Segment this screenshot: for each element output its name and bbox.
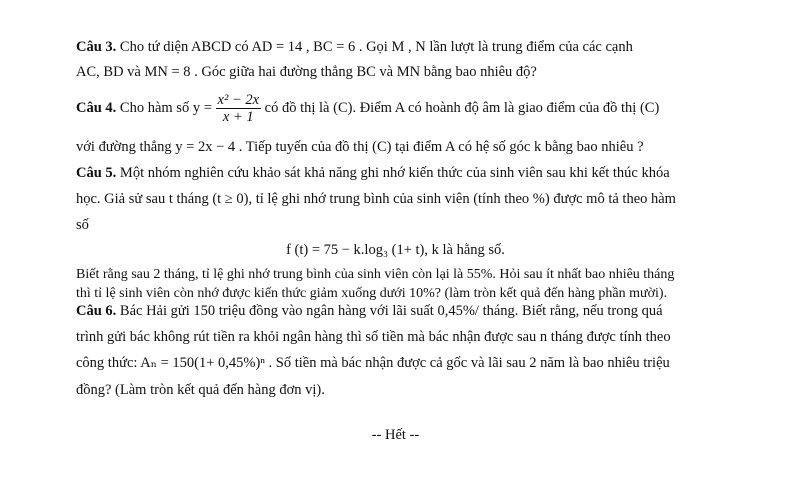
question-4-text-post: có đồ thị là (C). Điểm A có hoành độ âm là giao điểm của đồ thị (C) xyxy=(264,100,660,116)
fraction-numerator: x² − 2x xyxy=(217,92,260,109)
question-6-label: Câu 6. xyxy=(76,303,117,319)
question-3-label: Câu 3. xyxy=(76,39,117,55)
question-4-label: Câu 4. xyxy=(76,100,117,116)
question-3-text-1: Cho tứ diện ABCD có AD = 14 , BC = 6 . Gọi M , N lần lượt là trung điểm của các cạnh xyxy=(119,39,633,55)
question-3-line-1 xyxy=(76,38,633,56)
question-6-line-4: đồng? (Làm tròn kết quả đến hàng đơn vị). xyxy=(76,382,325,398)
question-5-line-4: Biết rằng sau 2 tháng, tỉ lệ ghi nhớ trung bình của sinh viên còn lại là 55%. Hỏi sau ít nhất bao nhiêu tháng xyxy=(76,267,675,282)
question-5-line-2: học. Giả sử sau t tháng (t ≥ 0), tỉ lệ ghi nhớ trung bình của sinh viên (tính theo %) được mô tả theo hàm xyxy=(76,191,676,207)
question-6-line-2: trình gửi bác không rút tiền ra khỏi ngân hàng thì số tiền mà bác nhận được sau n tháng được tính theo xyxy=(76,329,671,345)
question-4-fraction xyxy=(216,92,262,125)
question-4-text-pre: Cho hàm số y = xyxy=(119,100,212,116)
question-6-text-1: Bác Hải gửi 150 triệu đồng vào ngân hàng với lãi suất 0,45%/ tháng. Biết rằng, nếu trong quá xyxy=(119,303,663,319)
question-5-formula: f (t) = 75 − k.log₃ (1+ t), k là hằng số. xyxy=(286,242,505,258)
question-5-text-1: Một nhóm nghiên cứu khảo sát khả năng ghi nhớ kiến thức của sinh viên sau khi kết thúc khóa xyxy=(119,165,670,181)
question-4-line-2: với đường thẳng y = 2x − 4 . Tiếp tuyến của đồ thị (C) tại điểm A có hệ số góc k bằng bao nhiêu ? xyxy=(76,139,644,155)
question-5-line-3: số xyxy=(76,217,89,233)
question-4-line-1 xyxy=(76,90,659,126)
question-5-line-5: thì tỉ lệ sinh viên còn nhớ được kiến thức giảm xuống dưới 10%? (làm tròn kết quả đến hàng phần mười). xyxy=(76,286,668,301)
question-5-line-1 xyxy=(76,164,670,182)
question-3-line-2: AC, BD và MN = 8 . Góc giữa hai đường thẳng BC và MN bằng bao nhiêu độ? xyxy=(76,64,537,80)
fraction-denominator: x + 1 xyxy=(222,109,254,126)
question-6-line-1 xyxy=(76,302,663,320)
question-6-line-3: công thức: Aₙ = 150(1+ 0,45%)ⁿ . Số tiền mà bác nhận được cả gốc và lãi sau 2 năm là bao nhiêu triệu xyxy=(76,355,670,371)
end-marker: -- Hết -- xyxy=(371,427,420,443)
question-5-label: Câu 5. xyxy=(76,165,117,181)
